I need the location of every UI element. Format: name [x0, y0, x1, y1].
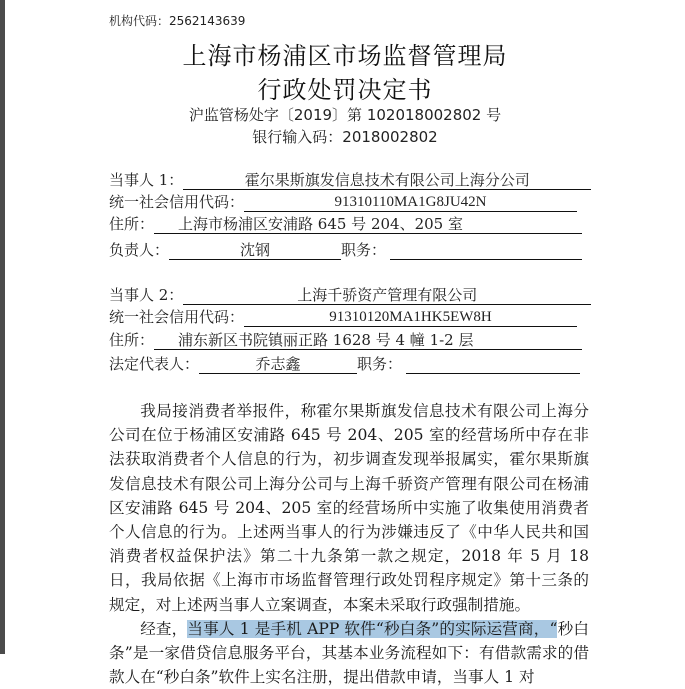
party1-position-line — [390, 241, 582, 260]
party2-person-field — [109, 352, 580, 374]
party1-credit-code-line — [244, 193, 577, 212]
party2-credit-code: 91310120MA1HK5EW8H — [329, 309, 492, 325]
party1-position-label: 职务： — [341, 241, 387, 259]
party2-person: 乔志鑫 — [255, 355, 301, 373]
party1-credit-code-field — [109, 190, 577, 212]
document-page — [5, 0, 685, 687]
party1-name-field — [109, 168, 591, 190]
party2-credit-code-field — [109, 305, 577, 327]
party1-name: 霍尔果斯旗发信息技术有限公司上海分公司 — [244, 171, 530, 189]
body-text — [109, 399, 589, 689]
page-title-document-type: 行政处罚决定书 — [257, 76, 433, 104]
party2-credit-code-label: 统一社会信用代码： — [109, 308, 245, 326]
party1-address-line — [154, 216, 582, 234]
org-code — [109, 12, 245, 29]
party2-address-line — [154, 332, 582, 350]
party2-label: 当事人 2： — [109, 286, 184, 304]
findings-prefix: 经查， — [140, 619, 188, 638]
findings-rest: 秒白条”是一家借贷信息服务平台，其基本业务流程如下：有借款需求的借款人在“秒白条”软件上实名注册，提出借款申请，当事人 1 对 — [109, 619, 589, 687]
bank-code-value: 2018002802 — [342, 128, 438, 146]
party2-address: 浦东新区书院镇丽正路 1628 号 4 幢 1-2 层 — [178, 331, 474, 349]
org-code-label: 机构代码： — [109, 14, 170, 28]
party2-name-field — [109, 283, 591, 305]
party2-address-field — [109, 328, 582, 350]
party2-position-line — [406, 355, 580, 374]
party2-person-label: 法定代表人： — [109, 355, 200, 373]
party1-person-line — [169, 241, 341, 260]
party1-person-field — [109, 238, 582, 260]
selected-text-highlight[interactable]: 当事人 1 是手机 APP 软件“秒白条”的实际运营商，“ — [187, 619, 558, 638]
party1-address: 上海市杨浦区安浦路 645 号 204、205 室 — [178, 215, 463, 233]
party2-address-label: 住所： — [109, 331, 155, 349]
party2-credit-code-line — [244, 308, 577, 327]
bank-code-label: 银行输入码： — [252, 128, 343, 146]
page-title-agency: 上海市杨浦区市场监督管理局 — [182, 42, 508, 70]
party2-name-line — [183, 286, 591, 305]
party1-label: 当事人 1： — [109, 171, 184, 189]
bank-input-code — [5, 126, 685, 147]
party1-person-label: 负责人： — [109, 241, 170, 259]
party2-person-line — [199, 355, 357, 374]
document-number: 沪监管杨处字〔2019〕第 102018002802 号 — [188, 106, 502, 124]
party2-name: 上海千骄资产管理有限公司 — [297, 286, 478, 304]
party1-person: 沈钢 — [240, 241, 271, 259]
org-code-value: 2562143639 — [169, 14, 246, 28]
party2-position-label: 职务： — [357, 355, 403, 373]
party1-name-line — [183, 171, 591, 190]
paragraph-findings — [109, 617, 589, 689]
party1-credit-code: 91310110MA1G8JU42N — [334, 194, 487, 210]
party1-address-label: 住所： — [109, 215, 155, 233]
party1-credit-code-label: 统一社会信用代码： — [109, 193, 245, 211]
paragraph-case-filing: 我局接消费者举报件，称霍尔果斯旗发信息技术有限公司上海分公司在位于杨浦区安浦路 645 号 204、205 室的经营场所中存在非法获取消费者个人信息的行为，初步调查发现举报属实，霍尔果斯旗发信息技术有限公司上海分公司与上海千骄资产管理有限公司在杨浦区安浦路 645 号 204、205 室的经营场所中实施了收集使用消费者个人信息的行为。上述两当事人的行为涉嫌违反了《中华人民共和国消费者权益保护法》第二十九条第一款之规定，2018 年 5 月 18 日，我局依据《上海市市场监督管理行政处罚程序规定》第十三条的规定，对上述两当事人立案调查，本案未采取行政强制措施。 — [109, 402, 589, 614]
party1-address-field — [109, 212, 582, 234]
